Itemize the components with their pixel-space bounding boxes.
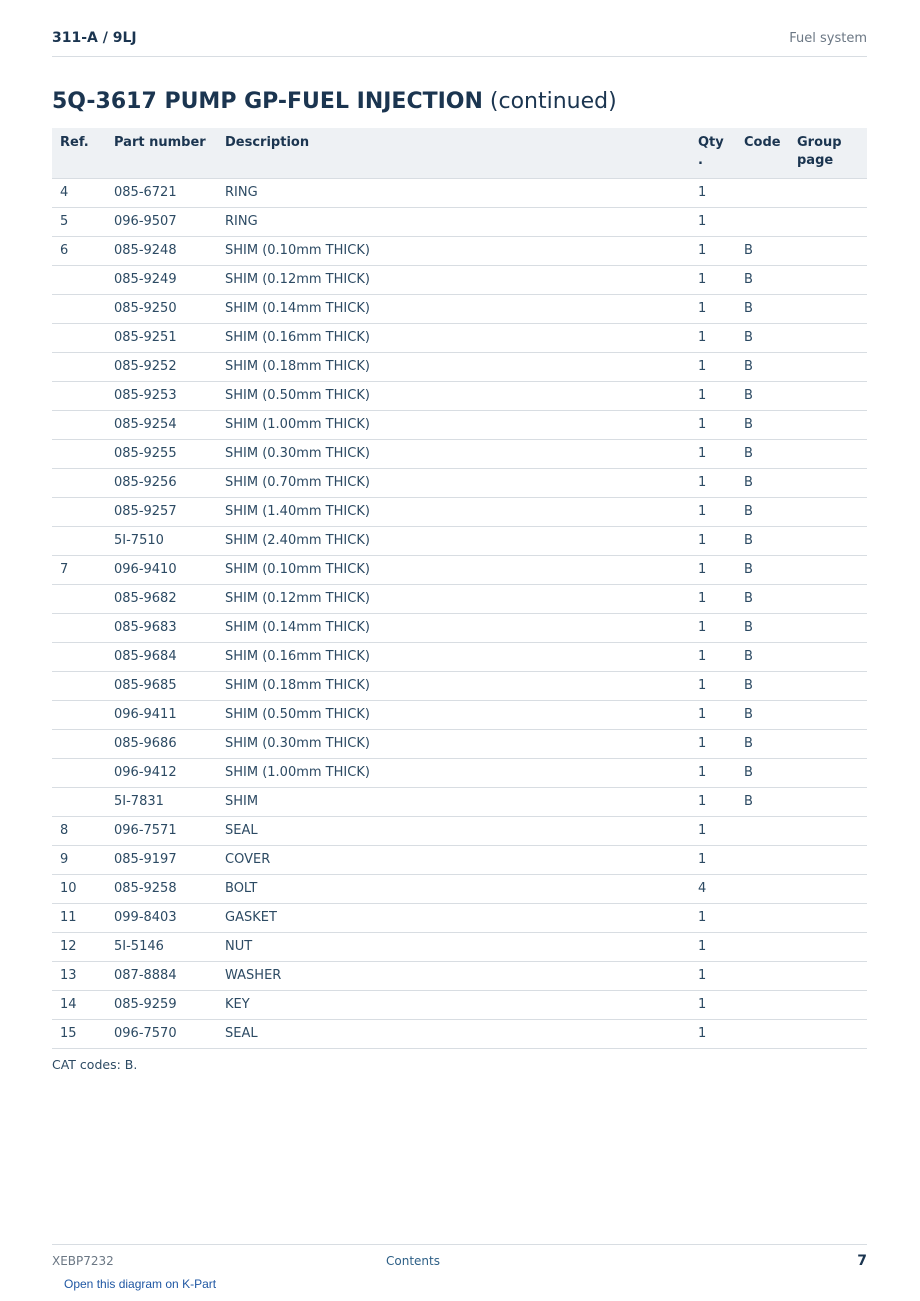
page-title [52,89,617,114]
cell-qty: 1 [698,701,744,730]
table-row [52,237,867,266]
table-row [52,817,867,846]
table-row [52,353,867,382]
cell-part-number: 085-9250 [114,295,225,324]
cell-qty: 1 [698,846,744,875]
cell-group-page [797,904,867,933]
cell-description: SHIM (0.10mm THICK) [225,556,698,585]
table-row [52,266,867,295]
cell-group-page [797,846,867,875]
cell-qty: 1 [698,382,744,411]
title-suffix: (continued) [489,89,617,114]
table-row [52,991,867,1020]
cell-qty: 1 [698,295,744,324]
cell-group-page [797,672,867,701]
cell-code [744,179,797,208]
cell-description: SEAL [225,1020,698,1049]
cell-ref: 7 [52,556,114,585]
cell-part-number: 099-8403 [114,904,225,933]
cell-ref: 12 [52,933,114,962]
cell-description: WASHER [225,962,698,991]
cell-part-number: 085-9249 [114,266,225,295]
cell-group-page [797,991,867,1020]
cell-code [744,817,797,846]
page-header [52,28,867,57]
cell-description: SHIM (0.12mm THICK) [225,585,698,614]
cell-code [744,208,797,237]
cell-qty: 1 [698,933,744,962]
col-header-description: Description [225,128,698,179]
cell-group-page [797,643,867,672]
table-row [52,324,867,353]
cell-ref: 10 [52,875,114,904]
cell-group-page [797,295,867,324]
cell-group-page [797,933,867,962]
cell-ref: 11 [52,904,114,933]
cell-group-page [797,701,867,730]
cell-description: GASKET [225,904,698,933]
cell-part-number: 096-9507 [114,208,225,237]
cell-qty: 1 [698,556,744,585]
cell-qty: 1 [698,266,744,295]
table-row [52,295,867,324]
cell-description: SHIM (0.18mm THICK) [225,672,698,701]
cell-group-page [797,179,867,208]
cell-qty: 1 [698,179,744,208]
assembly-name: 5Q-3617 PUMP GP-FUEL INJECTION [52,89,483,114]
cell-ref [52,759,114,788]
document-id: XEBP7232 [52,1254,114,1268]
cell-ref [52,614,114,643]
cell-part-number: 5I-7510 [114,527,225,556]
cell-qty: 1 [698,788,744,817]
cell-part-number: 096-9411 [114,701,225,730]
cell-qty: 4 [698,875,744,904]
cell-qty: 1 [698,730,744,759]
cell-qty: 1 [698,411,744,440]
table-row [52,672,867,701]
table-row [52,440,867,469]
cell-code: B [744,440,797,469]
cell-code: B [744,382,797,411]
cell-description: SHIM (1.00mm THICK) [225,759,698,788]
cell-part-number: 085-9684 [114,643,225,672]
cell-qty: 1 [698,904,744,933]
cell-ref [52,440,114,469]
cell-part-number: 085-9259 [114,991,225,1020]
cell-description: SHIM (0.18mm THICK) [225,353,698,382]
cell-description: SHIM (0.12mm THICK) [225,266,698,295]
model-label: 311-A / 9LJ [52,30,137,46]
cell-code: B [744,759,797,788]
cell-ref [52,643,114,672]
cell-description: SHIM (0.50mm THICK) [225,701,698,730]
cell-group-page [797,1020,867,1049]
cell-group-page [797,237,867,266]
table-row [52,382,867,411]
cell-qty: 1 [698,498,744,527]
open-kpart-link[interactable]: Open this diagram on K-Part [64,1277,217,1291]
cell-code: B [744,701,797,730]
cell-qty: 1 [698,817,744,846]
cell-part-number: 085-9257 [114,498,225,527]
cell-description: SHIM (0.70mm THICK) [225,469,698,498]
cell-ref [52,411,114,440]
cell-part-number: 096-7571 [114,817,225,846]
cell-ref: 13 [52,962,114,991]
cell-code: B [744,237,797,266]
cell-part-number: 085-9685 [114,672,225,701]
cell-ref [52,382,114,411]
cell-description: SHIM (2.40mm THICK) [225,527,698,556]
cell-ref [52,266,114,295]
cell-qty: 1 [698,208,744,237]
table-row [52,1020,867,1049]
table-row [52,875,867,904]
cell-part-number: 085-9251 [114,324,225,353]
cell-ref [52,585,114,614]
cell-ref [52,324,114,353]
cell-qty: 1 [698,614,744,643]
cell-code: B [744,469,797,498]
cell-code: B [744,498,797,527]
parts-table-body [52,179,867,1049]
cell-description: SHIM (1.40mm THICK) [225,498,698,527]
table-row [52,527,867,556]
table-row [52,788,867,817]
cell-code [744,1020,797,1049]
cell-code [744,875,797,904]
table-row [52,179,867,208]
cell-group-page [797,875,867,904]
cell-group-page [797,614,867,643]
cell-part-number: 085-9255 [114,440,225,469]
cell-group-page [797,759,867,788]
table-row [52,962,867,991]
cell-part-number: 085-9683 [114,614,225,643]
table-row [52,701,867,730]
table-row [52,730,867,759]
cell-qty: 1 [698,672,744,701]
table-row [52,643,867,672]
cell-qty: 1 [698,324,744,353]
cell-description: BOLT [225,875,698,904]
cell-ref: 9 [52,846,114,875]
cell-code: B [744,527,797,556]
cell-description: KEY [225,991,698,1020]
cell-part-number: 096-9410 [114,556,225,585]
cell-qty: 1 [698,643,744,672]
cell-ref: 15 [52,1020,114,1049]
table-row [52,556,867,585]
cell-part-number: 096-7570 [114,1020,225,1049]
table-row [52,846,867,875]
cell-part-number: 085-9258 [114,875,225,904]
cell-description: SEAL [225,817,698,846]
cell-description: SHIM [225,788,698,817]
col-header-code: Code [744,128,797,179]
table-row [52,904,867,933]
cell-qty: 1 [698,759,744,788]
cell-group-page [797,411,867,440]
cell-part-number: 085-9197 [114,846,225,875]
cell-group-page [797,498,867,527]
cell-ref: 4 [52,179,114,208]
cell-code: B [744,556,797,585]
cell-part-number: 5I-5146 [114,933,225,962]
cell-code: B [744,411,797,440]
cell-ref: 6 [52,237,114,266]
cell-description: SHIM (0.14mm THICK) [225,295,698,324]
cell-part-number: 085-9254 [114,411,225,440]
table-row [52,498,867,527]
cell-description: SHIM (0.30mm THICK) [225,440,698,469]
col-header-qty-line2: . [698,153,703,168]
cell-ref [52,730,114,759]
cell-group-page [797,730,867,759]
cell-group-page [797,382,867,411]
cell-qty: 1 [698,469,744,498]
cell-group-page [797,788,867,817]
cell-group-page [797,962,867,991]
cell-description: RING [225,208,698,237]
cell-code [744,933,797,962]
cell-description: RING [225,179,698,208]
cell-ref: 5 [52,208,114,237]
cell-code: B [744,730,797,759]
parts-table [52,128,867,1049]
cell-group-page [797,353,867,382]
table-row [52,933,867,962]
cell-ref [52,527,114,556]
table-row [52,208,867,237]
cell-qty: 1 [698,527,744,556]
cell-group-page [797,585,867,614]
cell-description: SHIM (0.16mm THICK) [225,643,698,672]
cell-description: NUT [225,933,698,962]
cell-group-page [797,324,867,353]
cell-code: B [744,324,797,353]
col-header-qty [698,128,744,179]
cell-ref [52,498,114,527]
cell-description: SHIM (0.10mm THICK) [225,237,698,266]
cell-group-page [797,469,867,498]
cell-ref [52,469,114,498]
table-row [52,585,867,614]
col-header-group-line2: page [797,153,834,168]
cell-ref: 14 [52,991,114,1020]
cell-description: SHIM (0.30mm THICK) [225,730,698,759]
cell-code: B [744,643,797,672]
cell-part-number: 085-9256 [114,469,225,498]
cell-part-number: 096-9412 [114,759,225,788]
cell-group-page [797,440,867,469]
cell-description: SHIM (0.14mm THICK) [225,614,698,643]
table-header-row [52,128,867,179]
cell-qty: 1 [698,962,744,991]
cell-description: SHIM (1.00mm THICK) [225,411,698,440]
cell-part-number: 085-9248 [114,237,225,266]
cell-qty: 1 [698,585,744,614]
cell-description: SHIM (0.50mm THICK) [225,382,698,411]
cell-ref [52,701,114,730]
table-row [52,411,867,440]
page-footer [52,1244,867,1301]
cell-ref [52,353,114,382]
table-row [52,759,867,788]
col-header-qty-line1: Qty [698,135,724,150]
cell-part-number: 087-8884 [114,962,225,991]
col-header-group-page [797,128,867,179]
cell-code [744,904,797,933]
cell-part-number: 085-6721 [114,179,225,208]
cell-part-number: 5I-7831 [114,788,225,817]
cell-description: COVER [225,846,698,875]
contents-link[interactable]: Contents [386,1254,440,1268]
cell-qty: 1 [698,353,744,382]
col-header-ref: Ref. [52,128,114,179]
cell-part-number: 085-9686 [114,730,225,759]
cell-code: B [744,266,797,295]
cell-code [744,962,797,991]
col-header-group-line1: Group [797,135,842,150]
cell-part-number: 085-9252 [114,353,225,382]
cell-code: B [744,788,797,817]
cell-group-page [797,527,867,556]
cell-code [744,846,797,875]
cell-code: B [744,295,797,324]
cell-ref [52,295,114,324]
cell-group-page [797,208,867,237]
table-row [52,614,867,643]
cell-code: B [744,585,797,614]
cell-qty: 1 [698,1020,744,1049]
cell-group-page [797,266,867,295]
table-row [52,469,867,498]
cell-ref [52,788,114,817]
col-header-part-number: Part number [114,128,225,179]
cell-qty: 1 [698,991,744,1020]
cell-code [744,991,797,1020]
section-label: Fuel system [789,31,867,46]
page-number: 7 [857,1253,867,1269]
cell-qty: 1 [698,440,744,469]
cell-ref: 8 [52,817,114,846]
cell-ref [52,672,114,701]
cell-qty: 1 [698,237,744,266]
cell-code: B [744,614,797,643]
cell-part-number: 085-9253 [114,382,225,411]
cell-code: B [744,672,797,701]
cell-group-page [797,556,867,585]
cell-description: SHIM (0.16mm THICK) [225,324,698,353]
cell-group-page [797,817,867,846]
cat-codes-note: CAT codes: B. [52,1057,138,1072]
cell-part-number: 085-9682 [114,585,225,614]
cell-code: B [744,353,797,382]
